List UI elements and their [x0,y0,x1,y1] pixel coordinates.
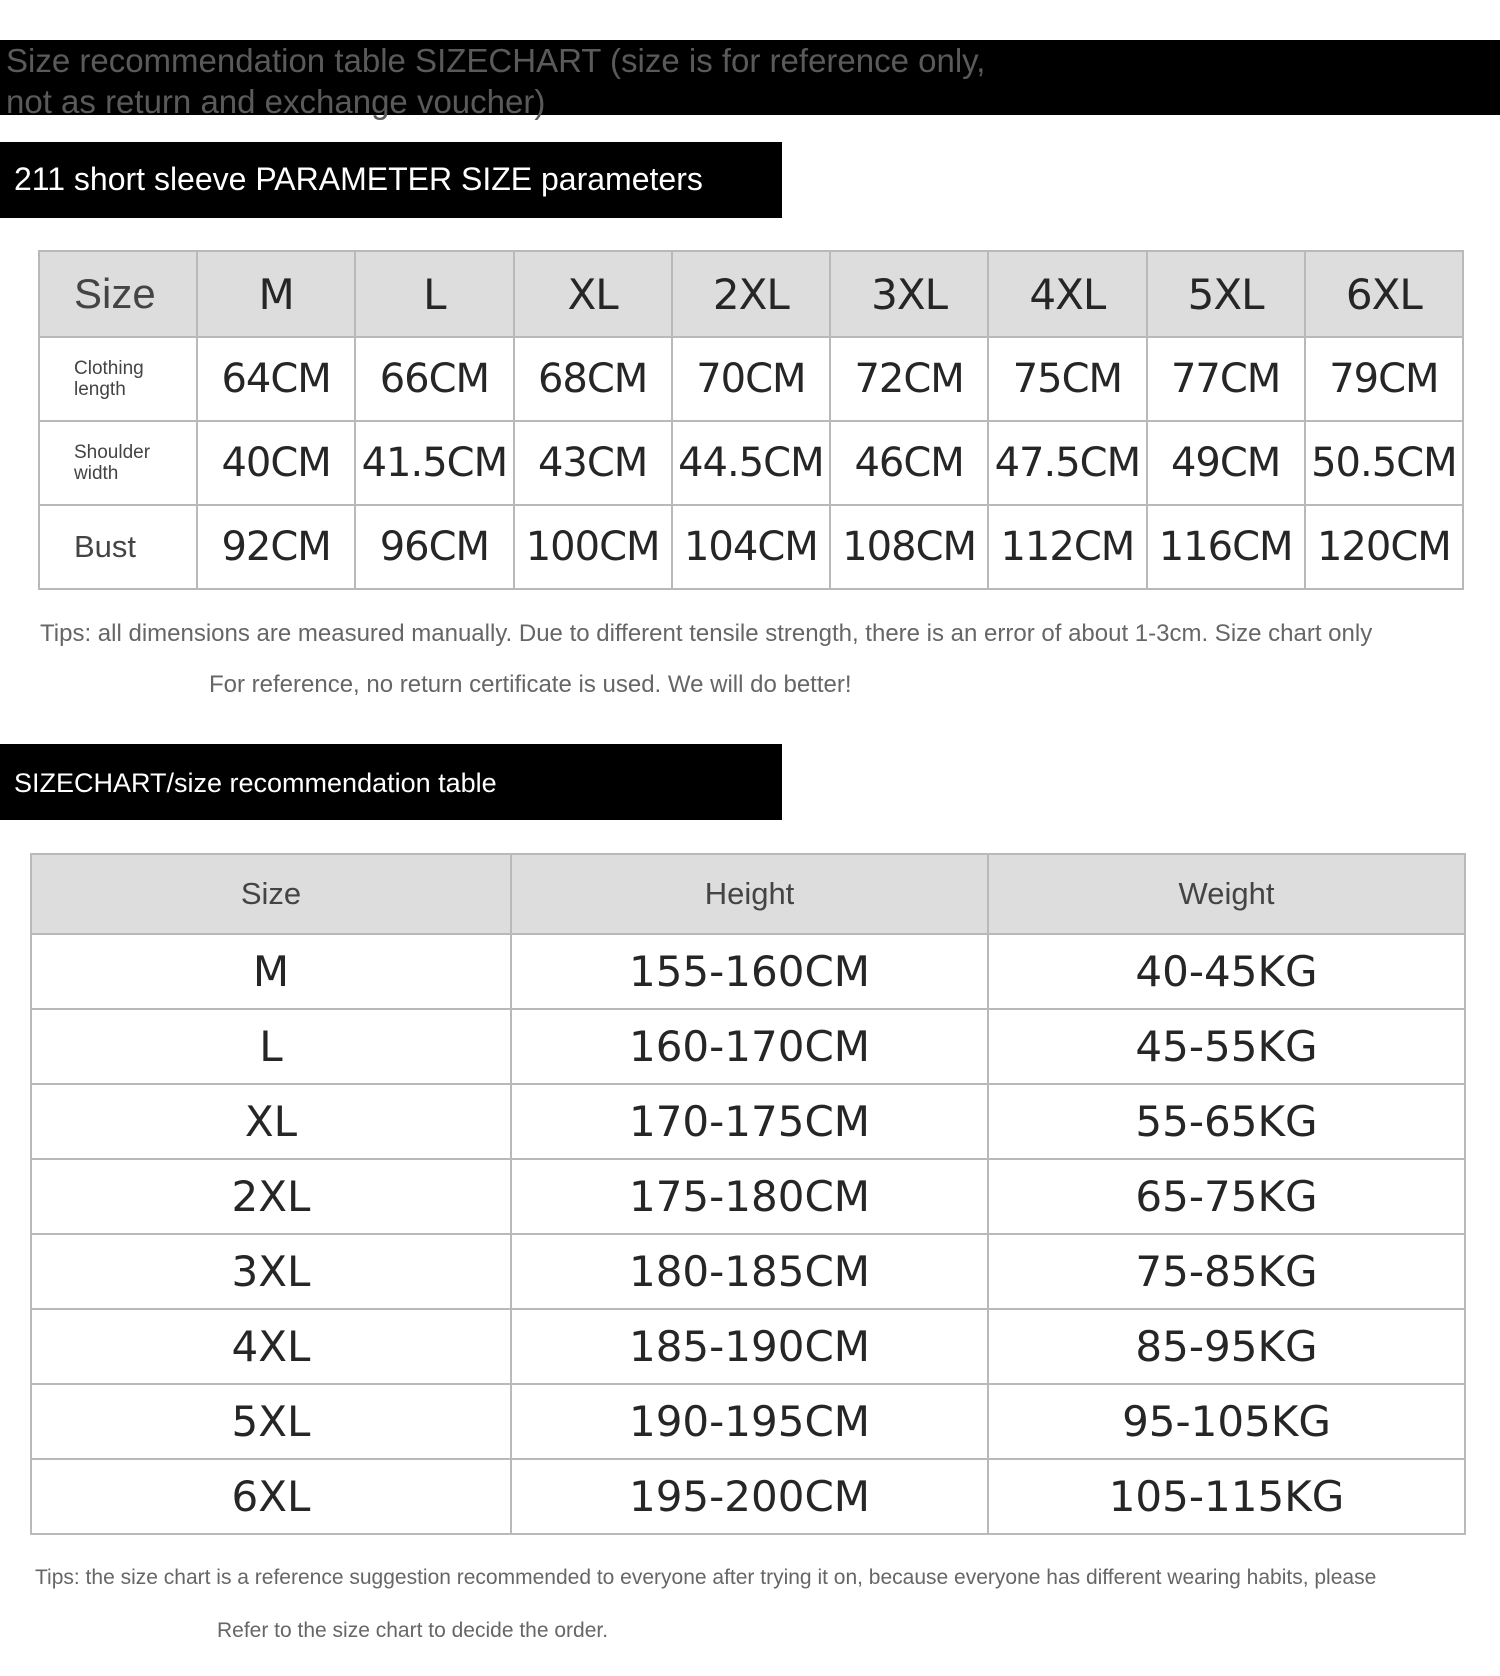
table-cell: 4XL [31,1309,511,1384]
row-label-bust: Bust [39,505,197,589]
table-cell: 40CM [197,421,355,505]
table-cell: 75-85KG [988,1234,1465,1309]
size-header: 4XL [988,251,1146,337]
table-cell: 49CM [1147,421,1305,505]
table-row [31,934,1465,1009]
table-cell: 105-115KG [988,1459,1465,1534]
size-header: XL [514,251,672,337]
table-cell: 100CM [514,505,672,589]
row-label-shoulder-width: Shoulder width [39,421,197,505]
section-header-recommendation [0,744,782,820]
corner-size-label: Size [39,251,197,337]
tip-text-line: For reference, no return certificate is used. We will do better! [209,671,852,698]
table-cell: 104CM [672,505,830,589]
table-cell: 96CM [355,505,513,589]
size-header: L [355,251,513,337]
table-cell: 50.5CM [1305,421,1463,505]
parameter-size-table [38,250,1464,590]
table-cell: 112CM [988,505,1146,589]
table-row [31,1159,1465,1234]
table-cell: 3XL [31,1234,511,1309]
table-cell: 92CM [197,505,355,589]
size-header: 2XL [672,251,830,337]
size-header: 5XL [1147,251,1305,337]
table-cell: 180-185CM [511,1234,988,1309]
table-cell: 41.5CM [355,421,513,505]
table-row [31,1309,1465,1384]
table-cell: 66CM [355,337,513,421]
table-cell: 70CM [672,337,830,421]
table-cell: 170-175CM [511,1084,988,1159]
table-cell: 77CM [1147,337,1305,421]
table-cell: 6XL [31,1459,511,1534]
top-banner [0,40,1500,120]
row-label-clothing-length: Clothing length [39,337,197,421]
table-cell: 2XL [31,1159,511,1234]
size-header: 3XL [830,251,988,337]
table-row [39,337,1463,421]
table-cell: 155-160CM [511,934,988,1009]
table-cell: 43CM [514,421,672,505]
table-row [39,505,1463,589]
table-cell: 46CM [830,421,988,505]
table-row [31,1084,1465,1159]
table-cell: 65-75KG [988,1159,1465,1234]
table-cell: 45-55KG [988,1009,1465,1084]
table-cell: 85-95KG [988,1309,1465,1384]
table-cell: 40-45KG [988,934,1465,1009]
table-cell: 64CM [197,337,355,421]
table-cell: 68CM [514,337,672,421]
table-cell: 160-170CM [511,1009,988,1084]
section-title-recommendation: SIZECHART/size recommendation table [14,768,497,798]
table-cell: M [31,934,511,1009]
table-cell: 175-180CM [511,1159,988,1234]
section-title-parameters: 211 short sleeve PARAMETER SIZE parameters [14,161,703,197]
table-row [31,1009,1465,1084]
table-cell: L [31,1009,511,1084]
column-header-height: Height [511,854,988,934]
table-row [31,1234,1465,1309]
table-cell: 116CM [1147,505,1305,589]
table-cell: 108CM [830,505,988,589]
table-row [31,1384,1465,1459]
size-recommendation-table [30,853,1466,1535]
column-header-weight: Weight [988,854,1465,934]
size-header: 6XL [1305,251,1463,337]
table-cell: 47.5CM [988,421,1146,505]
table-row [39,421,1463,505]
table-header-row [39,251,1463,337]
banner-title: Size recommendation table SIZECHART (size is for reference only, not as return and exchange voucher) [6,42,986,120]
table-cell: 72CM [830,337,988,421]
tip-text-line: Tips: the size chart is a reference suggestion recommended to everyone after trying it on, because everyone has different wearing habits, please [35,1566,1377,1589]
column-header-size: Size [31,854,511,934]
table-header-row [31,854,1465,934]
table-cell: 190-195CM [511,1384,988,1459]
table-cell: 44.5CM [672,421,830,505]
tip-text-line: Tips: all dimensions are measured manually. Due to different tensile strength, there is an error of about 1-3cm. Size chart only [40,620,1373,647]
tip-text-line: Refer to the size chart to decide the order. [217,1619,609,1642]
table-cell: 95-105KG [988,1384,1465,1459]
table-cell: 120CM [1305,505,1463,589]
table-cell: 55-65KG [988,1084,1465,1159]
table-cell: 79CM [1305,337,1463,421]
table-cell: XL [31,1084,511,1159]
table-cell: 75CM [988,337,1146,421]
table-row [31,1459,1465,1534]
section-header-parameters [0,142,782,218]
size-header: M [197,251,355,337]
table-cell: 195-200CM [511,1459,988,1534]
table-cell: 5XL [31,1384,511,1459]
table-cell: 185-190CM [511,1309,988,1384]
